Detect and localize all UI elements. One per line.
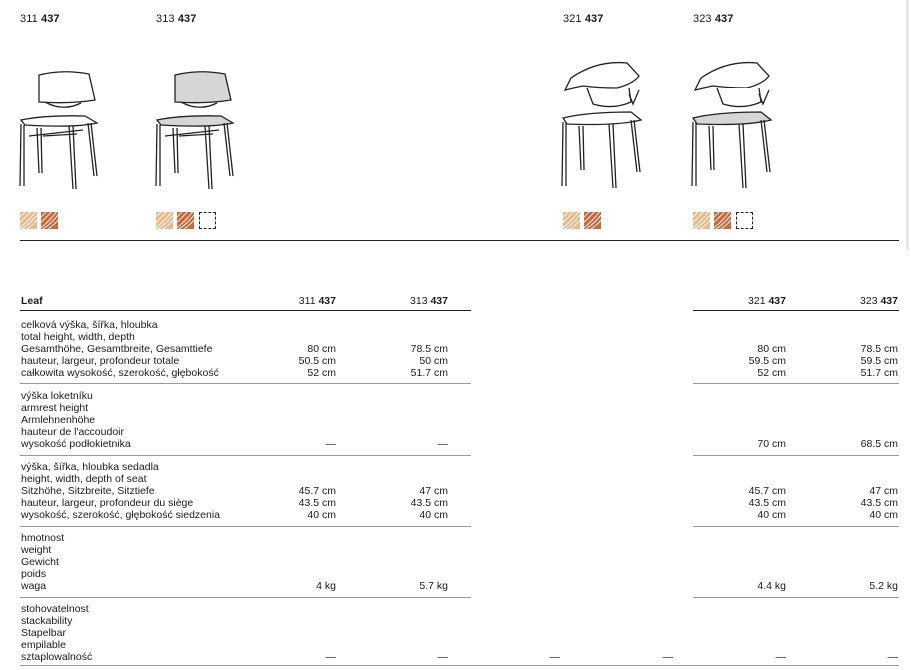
cell-value: 45.7 cm: [298, 485, 336, 497]
cell-value: 52 cm: [757, 367, 786, 379]
swatch-light-wood: [20, 212, 37, 229]
row-label: weight: [21, 544, 52, 556]
row-divider: [693, 455, 899, 456]
cell-value: 80 cm: [307, 343, 336, 355]
cell-value: 47 cm: [869, 485, 898, 497]
swatch-empty: [736, 212, 753, 229]
cell-value: —: [437, 438, 448, 450]
cell-value: —: [437, 651, 448, 663]
cell-value: 52 cm: [307, 367, 336, 379]
product-code-313: 313 437: [156, 13, 197, 25]
cell-value: 45.7 cm: [748, 485, 786, 497]
row-label: sztaplowalność: [21, 651, 93, 663]
product-code-321: 321 437: [563, 13, 604, 25]
column-header-313: 313 437: [410, 295, 448, 307]
cell-value: —: [549, 651, 560, 663]
cell-value: —: [662, 651, 673, 663]
row-label: hmotnost: [21, 532, 65, 544]
cell-value: 43.5 cm: [748, 497, 786, 509]
cell-value: 78.5 cm: [410, 343, 448, 355]
row-label: Gesamthöhe, Gesamtbreite, Gesamttiefe: [21, 343, 213, 355]
cell-value: 4.4 kg: [757, 580, 786, 592]
swatch-light-wood: [156, 212, 173, 229]
swatch-dark-wood: [41, 212, 58, 229]
cell-value: —: [887, 651, 898, 663]
row-label: Sitzhöhe, Sitzbreite, Sitztiefe: [21, 485, 155, 497]
row-label: armrest height: [21, 402, 89, 414]
row-label: stohovatelnost: [21, 603, 89, 615]
row-label: total height, width, depth: [21, 331, 135, 343]
row-divider: [20, 526, 471, 527]
row-divider: [693, 383, 899, 384]
row-label: výška, šířka, hloubka sedadla: [21, 461, 159, 473]
row-label: poids: [21, 568, 47, 580]
row-label: stackability: [21, 615, 73, 627]
cell-value: 5.2 kg: [869, 580, 898, 592]
cell-value: 40 cm: [757, 509, 786, 521]
chair-311-drawing: [15, 68, 105, 193]
row-label: wysokość, szerokość, głębokość siedzenia: [21, 509, 221, 521]
row-label: výška loketníku: [21, 390, 93, 402]
swatch-dark-wood: [714, 212, 731, 229]
cell-value: 70 cm: [757, 438, 786, 450]
row-label: height, width, depth of seat: [21, 473, 147, 485]
swatch-dark-wood: [584, 212, 601, 229]
cell-value: 40 cm: [869, 509, 898, 521]
table-title: Leaf: [21, 295, 43, 307]
cell-value: 43.5 cm: [410, 497, 448, 509]
row-label: hauteur, largeur, profondeur totale: [21, 355, 180, 367]
row-divider: [20, 383, 471, 384]
chair-313-drawing: [151, 68, 241, 193]
row-label: Armlehnenhöhe: [21, 414, 96, 426]
row-label: Stapelbar: [21, 627, 66, 639]
column-header-321: 321 437: [748, 295, 786, 307]
row-label: empilable: [21, 639, 66, 651]
row-label: hauteur de l'accoudoir: [21, 426, 124, 438]
row-label: celková výška, šířka, hloubka: [21, 319, 158, 331]
swatch-light-wood: [693, 212, 710, 229]
cell-value: 40 cm: [419, 509, 448, 521]
table-header-rule: [693, 310, 899, 311]
cell-value: 50.5 cm: [298, 355, 336, 367]
product-code-323: 323 437: [693, 13, 734, 25]
scrollbar[interactable]: [906, 0, 909, 250]
cell-value: —: [775, 651, 786, 663]
row-label: całkowita wysokość, szerokość, głębokość: [21, 367, 219, 379]
divider: [20, 240, 899, 241]
cell-value: 40 cm: [307, 509, 336, 521]
row-divider: [693, 597, 899, 598]
column-header-323: 323 437: [860, 295, 898, 307]
cell-value: 50 cm: [419, 355, 448, 367]
cell-value: 78.5 cm: [860, 343, 898, 355]
product-code-311: 311 437: [20, 13, 60, 25]
cell-value: —: [325, 438, 336, 450]
row-divider: [20, 597, 471, 598]
swatch-dark-wood: [177, 212, 194, 229]
cell-value: 59.5 cm: [748, 355, 786, 367]
swatch-light-wood: [563, 212, 580, 229]
row-divider: [20, 665, 899, 666]
column-header-311: 311 437: [298, 295, 336, 307]
cell-value: 68.5 cm: [860, 438, 898, 450]
cell-value: 43.5 cm: [860, 497, 898, 509]
cell-value: 4 kg: [316, 580, 336, 592]
row-label: Gewicht: [21, 556, 59, 568]
cell-value: 5.7 kg: [419, 580, 448, 592]
cell-value: 51.7 cm: [860, 367, 898, 379]
row-label: waga: [21, 580, 47, 592]
cell-value: 80 cm: [757, 343, 786, 355]
chair-323-drawing: [687, 58, 787, 193]
cell-value: —: [325, 651, 336, 663]
row-label: wysokość podłokietnika: [21, 438, 131, 450]
row-divider: [20, 455, 471, 456]
table-header-rule: [20, 310, 471, 311]
row-label: hauteur, largeur, profondeur du siège: [21, 497, 194, 509]
cell-value: 59.5 cm: [860, 355, 898, 367]
cell-value: 51.7 cm: [410, 367, 448, 379]
swatch-empty: [199, 212, 216, 229]
row-divider: [693, 526, 899, 527]
cell-value: 47 cm: [419, 485, 448, 497]
chair-321-drawing: [557, 58, 657, 193]
cell-value: 43.5 cm: [298, 497, 336, 509]
